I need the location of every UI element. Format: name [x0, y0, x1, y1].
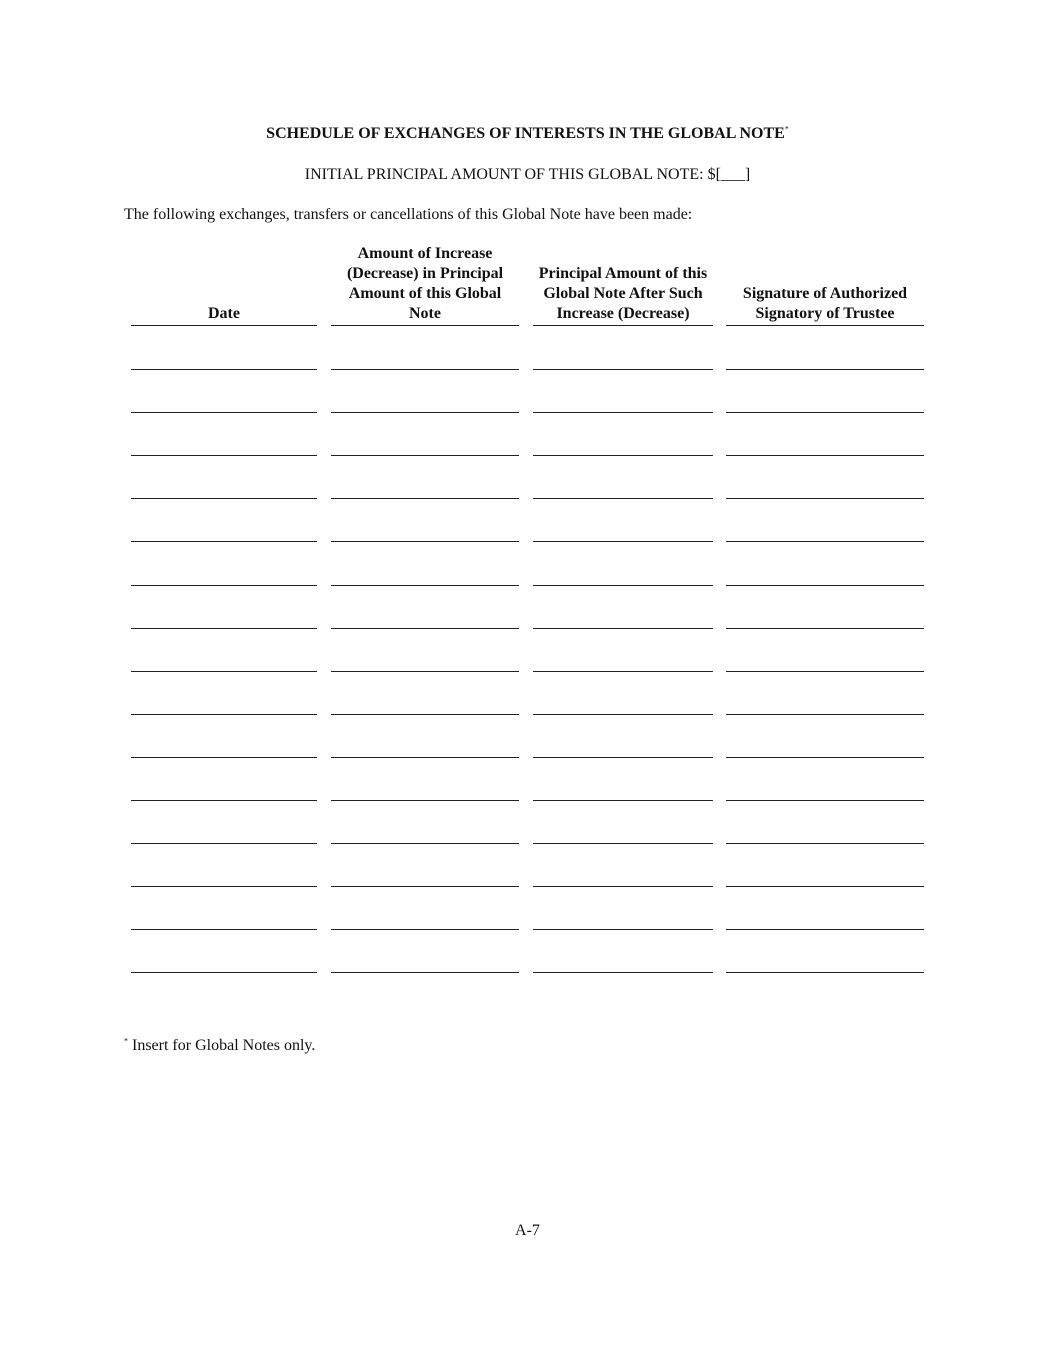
entry-line: [331, 929, 519, 930]
entry-line: [131, 369, 317, 370]
entry-line: [726, 757, 924, 758]
title-footnote-marker: *: [784, 124, 789, 134]
entry-line: [331, 757, 519, 758]
entry-line: [331, 585, 519, 586]
entry-line: [533, 585, 713, 586]
entry-line: [533, 455, 713, 456]
entry-line: [726, 671, 924, 672]
entry-line: [131, 628, 317, 629]
entry-line: [533, 498, 713, 499]
entry-line: [131, 455, 317, 456]
entry-line: [726, 886, 924, 887]
entry-line: [131, 498, 317, 499]
entry-line: [533, 800, 713, 801]
entry-line: [331, 628, 519, 629]
footnote: * Insert for Global Notes only.: [124, 1036, 316, 1054]
intro-text: The following exchanges, transfers or cancellations of this Global Note have been made:: [124, 206, 693, 223]
entry-line: [533, 886, 713, 887]
entry-line: [131, 541, 317, 542]
entry-line: [726, 843, 924, 844]
entry-line: [533, 843, 713, 844]
entry-line: [331, 412, 519, 413]
entry-line: [533, 757, 713, 758]
entry-line: [726, 972, 924, 973]
entry-line: [131, 757, 317, 758]
column-header-principal-after: Principal Amount of this Global Note After Such Increase (Decrease): [533, 246, 713, 326]
entry-line: [726, 541, 924, 542]
entry-line: [131, 671, 317, 672]
entry-line: [726, 714, 924, 715]
entry-line: [331, 800, 519, 801]
entry-line: [533, 929, 713, 930]
entry-line: [131, 929, 317, 930]
entry-line: [131, 886, 317, 887]
entry-line: [726, 455, 924, 456]
entry-line: [533, 541, 713, 542]
initial-principal-amount: INITIAL PRINCIPAL AMOUNT OF THIS GLOBAL NOTE: $[___]: [304, 166, 751, 183]
entry-line: [331, 541, 519, 542]
entry-line: [131, 972, 317, 973]
entry-line: [331, 498, 519, 499]
entry-line: [533, 412, 713, 413]
entry-line: [131, 800, 317, 801]
column-header-amount-increase-decrease: Amount of Increase (Decrease) in Principal Amount of this Global Note: [331, 246, 519, 326]
footnote-marker: *: [124, 1036, 128, 1046]
entry-line: [726, 585, 924, 586]
entry-line: [533, 671, 713, 672]
entry-line: [533, 714, 713, 715]
entry-line: [726, 929, 924, 930]
entry-line: [726, 800, 924, 801]
entry-line: [131, 585, 317, 586]
entry-line: [331, 843, 519, 844]
entry-line: [726, 498, 924, 499]
entry-line: [533, 628, 713, 629]
entry-line: [131, 714, 317, 715]
column-header-signature: Signature of Authorized Signatory of Trustee: [726, 246, 924, 326]
entry-line: [131, 843, 317, 844]
entry-line: [331, 671, 519, 672]
entry-line: [726, 369, 924, 370]
entry-line: [331, 455, 519, 456]
entry-line: [533, 972, 713, 973]
column-header-date: Date: [131, 246, 317, 326]
entry-line: [331, 886, 519, 887]
page-number: A-7: [515, 1222, 540, 1239]
entry-line: [331, 972, 519, 973]
entry-line: [726, 412, 924, 413]
entry-line: [533, 369, 713, 370]
entry-line: [331, 369, 519, 370]
entry-line: [331, 714, 519, 715]
entry-line: [726, 628, 924, 629]
entry-line: [131, 412, 317, 413]
schedule-title: SCHEDULE OF EXCHANGES OF INTERESTS IN THE GLOBAL NOTE*: [266, 124, 789, 142]
